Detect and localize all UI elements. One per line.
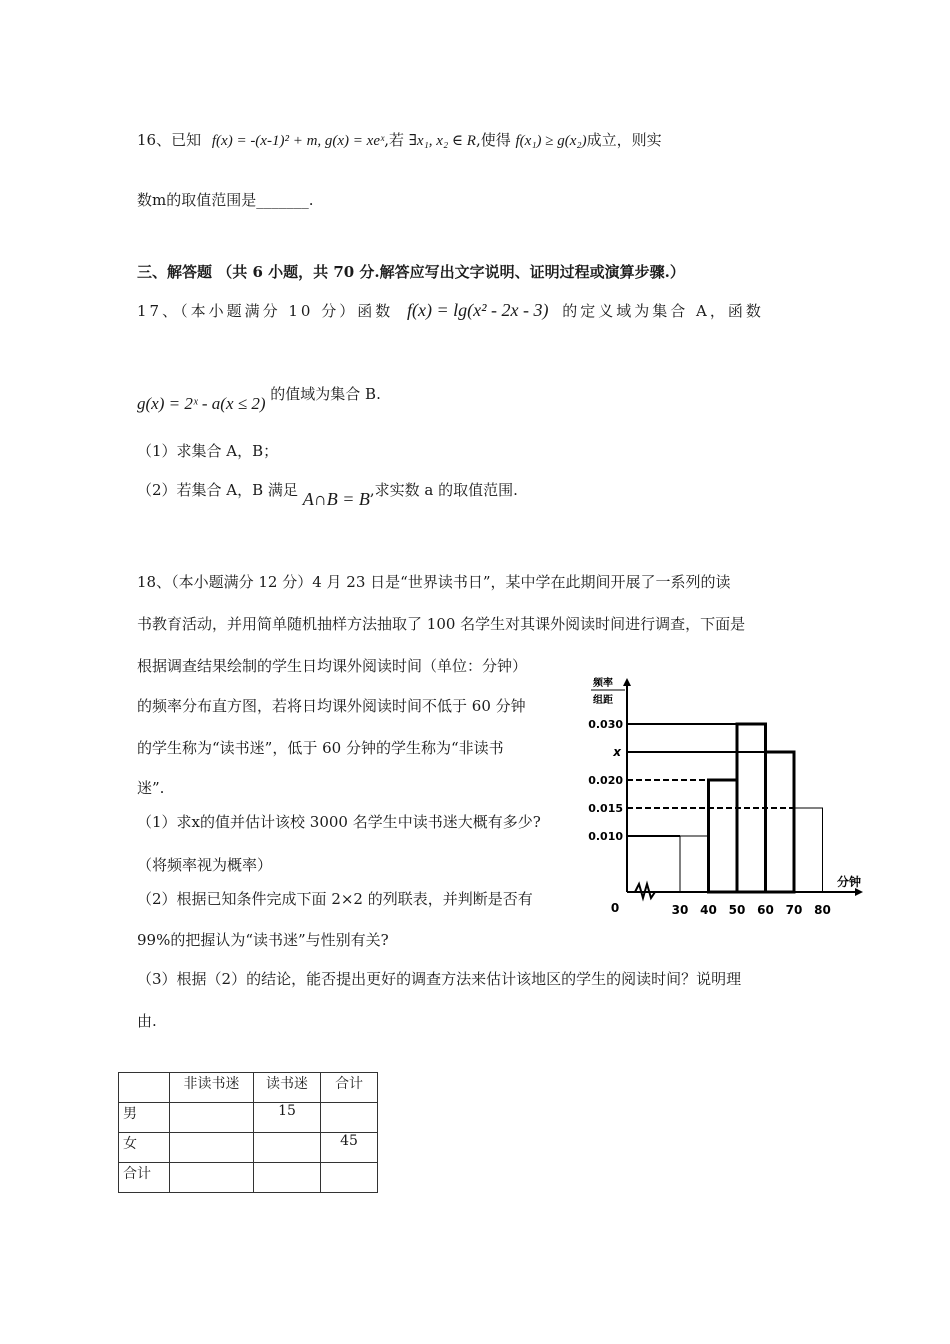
q18-part2-a: （2）根据已知条件完成下面 2×2 的列联表，并判断是否有	[137, 890, 533, 908]
x-tick-label: 60	[757, 903, 774, 917]
q18-line1: 18、（本小题满分 12 分）4 月 23 日是“世界读书日”，某中学在此期间开展了一系列的读	[137, 573, 731, 591]
q16-line2: 数m的取值范围是_______.	[137, 191, 314, 209]
q16-exists: ∃x₁, x₂ ∈ R	[408, 133, 476, 149]
table-header-cell: 读书迷	[254, 1073, 321, 1103]
histogram-bar	[766, 752, 795, 892]
x-tick-label: 70	[785, 903, 803, 917]
section-heading: 三、解答题 （共 6 小题，共 70 分.解答应写出文字说明、证明过程或演算步骤.）	[137, 263, 685, 281]
y-tick-label: x	[613, 745, 621, 759]
q16-function-defs: f(x) = -(x-1)² + m, g(x) = xeˣ	[211, 133, 385, 149]
table-cell	[254, 1163, 321, 1193]
x-tick-label: 80	[814, 903, 831, 917]
histogram-bar	[709, 780, 738, 892]
table-cell	[170, 1163, 254, 1193]
q17-g-def: g(x) = 2ˣ - a(x ≤ 2)	[137, 394, 266, 413]
q18-line6: 迷”.	[137, 779, 165, 797]
q17-line2	[137, 384, 381, 413]
table-cell	[254, 1133, 321, 1163]
q16-so-that: ,使得	[475, 131, 511, 149]
q18-part1: （1）求x的值并估计该校 3000 名学生中读书迷大概有多少?	[137, 813, 541, 831]
x-tick-label: 40	[700, 903, 717, 917]
table-cell: 15	[254, 1103, 321, 1133]
q18-line5: 的学生称为“读书迷”，低于 60 分钟的学生称为“非读书	[137, 739, 504, 757]
y-axis-arrow	[623, 678, 631, 686]
contingency-table	[118, 1072, 378, 1193]
table-row	[119, 1133, 378, 1163]
q18-part3-b: 由.	[137, 1012, 157, 1030]
q17-part2-suffix: ,求实数 a 的取值范围.	[369, 481, 518, 499]
q16-inequality: f(x₁) ≥ g(x₂)	[515, 133, 587, 149]
q18-part1-note: （将频率视为概率）	[137, 856, 273, 874]
table-cell: 合计	[119, 1163, 170, 1193]
q17-prefix: 17、（本小题满分 10 分）函数	[137, 302, 394, 320]
table-header-cell	[119, 1073, 170, 1103]
y-tick-label: 0.010	[588, 830, 623, 843]
q16-if: ,若	[384, 131, 405, 149]
q17-line1	[137, 300, 764, 321]
table-cell	[321, 1103, 378, 1133]
q18-line2: 书教育活动，并用简单随机抽样方法抽取了 100 名学生对其课外阅读时间进行调查，下面是	[137, 615, 746, 633]
y-tick-label: 0.020	[588, 774, 623, 787]
y-axis-label-bottom: 组距	[593, 695, 613, 706]
table-header-cell: 合计	[321, 1073, 378, 1103]
table-header-cell: 非读书迷	[170, 1073, 254, 1103]
q18-line3: 根据调查结果绘制的学生日均课外阅读时间（单位：分钟）	[137, 657, 528, 675]
table-cell	[170, 1103, 254, 1133]
table-row	[119, 1163, 378, 1193]
table-cell: 45	[321, 1133, 378, 1163]
q17-part2	[137, 479, 518, 509]
q17-suffix: 的定义域为集合 A，函数	[562, 302, 764, 320]
table-header-row	[119, 1073, 378, 1103]
y-tick-label: 0.030	[588, 718, 623, 731]
q18-line4: 的频率分布直方图，若将日均课外阅读时间不低于 60 分钟	[137, 697, 526, 715]
q18-part2-b: 99%的把握认为“读书迷”与性别有关?	[137, 931, 389, 949]
q17-g-suffix: 的值域为集合 B.	[270, 385, 381, 403]
table-cell	[321, 1163, 378, 1193]
q18-part3-a: （3）根据（2）的结论，能否提出更好的调查方法来估计该地区的学生的阅读时间？说明理	[137, 970, 742, 988]
q16-prefix: 16、已知	[137, 131, 202, 149]
histogram-bar	[737, 724, 766, 892]
x-tick-label: 30	[671, 903, 689, 917]
frequency-histogram	[585, 672, 870, 922]
table-row	[119, 1103, 378, 1133]
q17-part2-math: A∩B = B	[302, 489, 370, 509]
y-axis-label-top: 频率	[593, 678, 613, 689]
x-axis-arrow	[855, 888, 863, 896]
q16-line1	[137, 130, 662, 151]
origin-label: 0	[610, 901, 620, 915]
q16-tail: 成立，则实	[586, 131, 662, 149]
q17-f-def: f(x) = lg(x² - 2x - 3)	[407, 300, 549, 320]
table-cell	[170, 1133, 254, 1163]
x-tick-label: 50	[728, 903, 746, 917]
histogram-bar	[680, 836, 709, 892]
table-cell: 女	[119, 1133, 170, 1163]
y-tick-label: 0.015	[588, 802, 623, 815]
table-cell: 男	[119, 1103, 170, 1133]
q17-part1: （1）求集合 A，B；	[137, 442, 279, 460]
histogram-bar	[794, 808, 823, 892]
q17-part2-prefix: （2）若集合 A，B 满足	[137, 481, 298, 499]
x-axis-label: 分钟	[837, 875, 862, 889]
